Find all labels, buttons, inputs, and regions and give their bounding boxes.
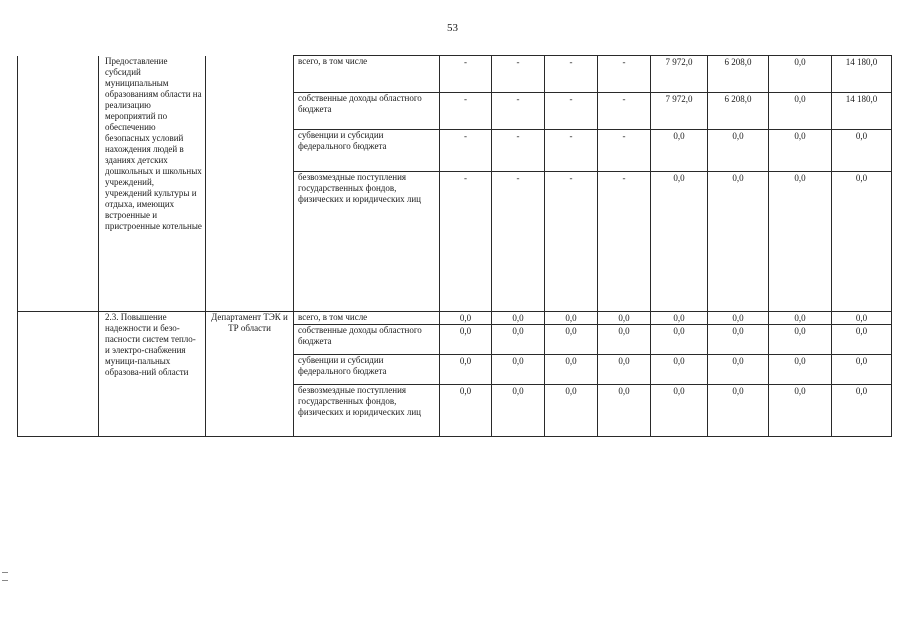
value-cell: 0,0 xyxy=(545,355,598,385)
measure-description: 2.3. Повышение надежности и безо-пасности систем тепло- и электро-снабжения муници-пальных образова-ний области xyxy=(99,312,206,437)
value-cell: - xyxy=(492,93,545,130)
table-row xyxy=(18,56,892,93)
value-cell: - xyxy=(440,172,492,312)
value-cell: 0,0 xyxy=(598,312,651,325)
value-cell: 0,0 xyxy=(708,172,769,312)
budget-table xyxy=(17,55,892,437)
value-cell: 0,0 xyxy=(769,325,832,355)
page-number: 53 xyxy=(447,22,458,34)
value-cell: - xyxy=(492,172,545,312)
value-cell: 0,0 xyxy=(708,355,769,385)
value-cell: - xyxy=(545,56,598,93)
funding-source: субвенции и субсидии федерального бюджета xyxy=(294,130,440,172)
value-cell: 6 208,0 xyxy=(708,93,769,130)
value-cell: 0,0 xyxy=(769,172,832,312)
number-cell xyxy=(18,56,99,312)
value-cell: - xyxy=(492,130,545,172)
executor-cell xyxy=(206,56,294,312)
value-cell: 0,0 xyxy=(440,325,492,355)
value-cell: - xyxy=(440,56,492,93)
value-cell: 0,0 xyxy=(492,385,545,437)
value-cell: 0,0 xyxy=(440,385,492,437)
measure-description: Предоставление субсидий муниципальным образованиям области на реализацию мероприятий по обеспечению безопасных условий нахождения людей в зданиях детских дошкольных и школьных учреждений, учреждений культуры и отдыха, имеющих встроенные и пристроенные котельные xyxy=(99,56,206,312)
value-cell: 0,0 xyxy=(832,385,892,437)
funding-source: субвенции и субсидии федерального бюджета xyxy=(294,355,440,385)
value-cell: 0,0 xyxy=(492,312,545,325)
value-cell: 0,0 xyxy=(708,325,769,355)
value-cell: 6 208,0 xyxy=(708,56,769,93)
value-cell: 0,0 xyxy=(769,130,832,172)
value-cell: 0,0 xyxy=(545,312,598,325)
value-cell: 0,0 xyxy=(598,355,651,385)
value-cell: 0,0 xyxy=(769,385,832,437)
value-cell: 14 180,0 xyxy=(832,56,892,93)
value-cell: 0,0 xyxy=(598,385,651,437)
funding-source: собственные доходы областного бюджета xyxy=(294,93,440,130)
value-cell: 14 180,0 xyxy=(832,93,892,130)
value-cell: 0,0 xyxy=(708,312,769,325)
value-cell: 0,0 xyxy=(769,93,832,130)
value-cell: 0,0 xyxy=(769,312,832,325)
value-cell: 0,0 xyxy=(598,325,651,355)
funding-source: всего, в том числе xyxy=(294,56,440,93)
value-cell: 0,0 xyxy=(769,56,832,93)
value-cell: 0,0 xyxy=(651,312,708,325)
value-cell: 0,0 xyxy=(832,355,892,385)
value-cell: 0,0 xyxy=(651,172,708,312)
funding-source: безвозмездные поступления государственных фондов, физических и юридических лиц xyxy=(294,172,440,312)
value-cell: 0,0 xyxy=(492,355,545,385)
value-cell: - xyxy=(492,56,545,93)
value-cell: 0,0 xyxy=(545,325,598,355)
funding-source: безвозмездные поступления государственных фондов, физических и юридических лиц xyxy=(294,385,440,437)
executor-cell: Департамент ТЭК и ТР области xyxy=(206,312,294,437)
value-cell: 0,0 xyxy=(832,130,892,172)
value-cell: - xyxy=(598,56,651,93)
funding-source: всего, в том числе xyxy=(294,312,440,325)
funding-source: собственные доходы областного бюджета xyxy=(294,325,440,355)
value-cell: 0,0 xyxy=(832,172,892,312)
value-cell: - xyxy=(598,130,651,172)
value-cell: 0,0 xyxy=(440,355,492,385)
margin-mark xyxy=(2,580,8,581)
value-cell: 7 972,0 xyxy=(651,56,708,93)
value-cell: - xyxy=(440,93,492,130)
value-cell: 0,0 xyxy=(651,130,708,172)
value-cell: 0,0 xyxy=(832,312,892,325)
value-cell: 0,0 xyxy=(769,355,832,385)
number-cell xyxy=(18,312,99,437)
value-cell: 0,0 xyxy=(708,130,769,172)
value-cell: 0,0 xyxy=(651,355,708,385)
value-cell: - xyxy=(545,130,598,172)
table-row xyxy=(18,312,892,325)
value-cell: 0,0 xyxy=(651,325,708,355)
value-cell: 0,0 xyxy=(492,325,545,355)
value-cell: - xyxy=(598,172,651,312)
value-cell: 7 972,0 xyxy=(651,93,708,130)
value-cell: - xyxy=(545,93,598,130)
value-cell: 0,0 xyxy=(545,385,598,437)
value-cell: - xyxy=(440,130,492,172)
value-cell: 0,0 xyxy=(708,385,769,437)
margin-mark xyxy=(2,572,8,573)
value-cell: - xyxy=(545,172,598,312)
value-cell: 0,0 xyxy=(440,312,492,325)
value-cell: 0,0 xyxy=(832,325,892,355)
value-cell: 0,0 xyxy=(651,385,708,437)
value-cell: - xyxy=(598,93,651,130)
